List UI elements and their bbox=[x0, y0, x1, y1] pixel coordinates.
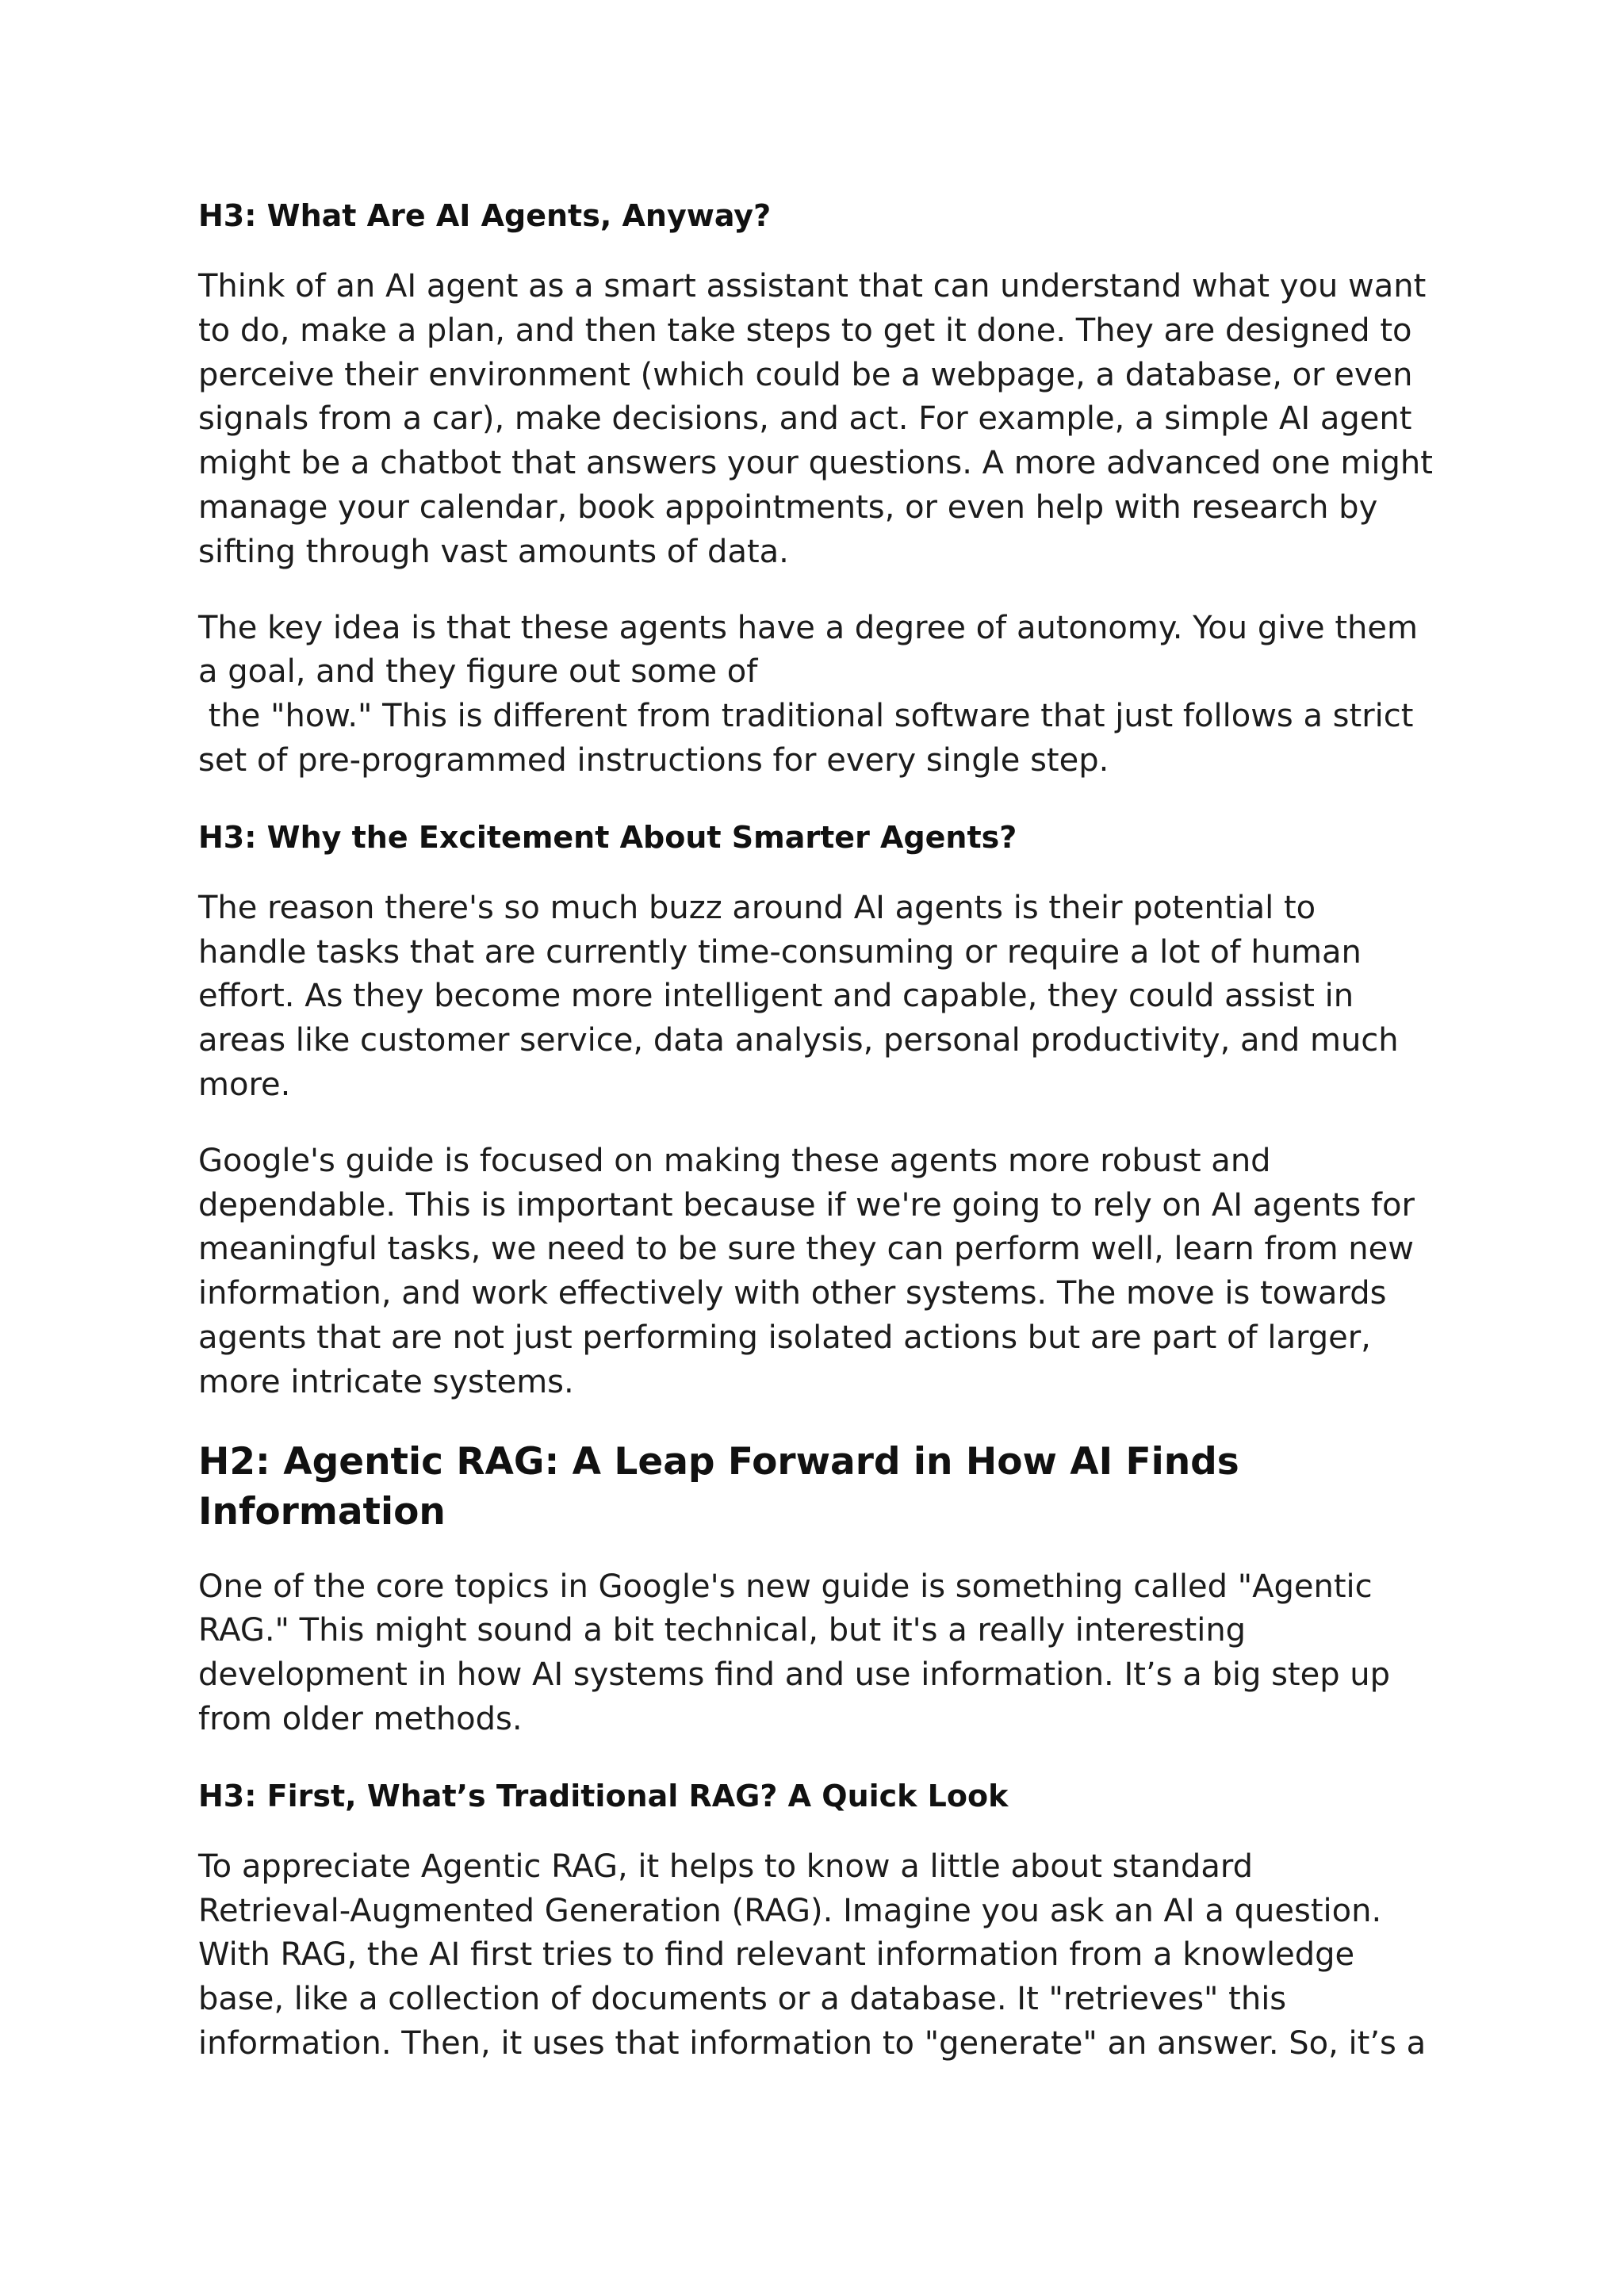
text-line: manage your calendar, book appointments, or even help with research by bbox=[198, 488, 1378, 526]
text-line: the "how." This is different from traditional software that just follows a strict bbox=[198, 698, 1414, 735]
text-line: from older methods. bbox=[198, 1700, 523, 1737]
text-line: The key idea is that these agents have a degree of autonomy. You give them bbox=[198, 609, 1418, 646]
text-line: One of the core topics in Google's new guide is something called "Agentic bbox=[198, 1568, 1373, 1605]
text-line: information. Then, it uses that information to "generate" an answer. So, it’s a bbox=[198, 2024, 1427, 2062]
heading-traditional-rag: H3: First, What’s Traditional RAG? A Quick Look bbox=[198, 1778, 1009, 1813]
text-line: a goal, and they figure out some of bbox=[198, 653, 758, 691]
text-line: Think of an AI agent as a smart assistant that can understand what you want bbox=[198, 268, 1427, 304]
heading-line: Information bbox=[198, 1489, 446, 1534]
text-line: perceive their environment (which could be a webpage, a database, or even bbox=[198, 356, 1413, 393]
paragraph-autonomy bbox=[198, 607, 1435, 783]
heading-line: H2: Agentic RAG: A Leap Forward in How AI Finds bbox=[198, 1439, 1239, 1484]
text-line: information, and work effectively with other systems. The move is towards bbox=[198, 1275, 1387, 1312]
text-line: areas like customer service, data analysis, personal productivity, and much bbox=[198, 1022, 1399, 1059]
text-line: meaningful tasks, we need to be sure they can perform well, learn from new bbox=[198, 1231, 1414, 1268]
text-line: The reason there's so much buzz around AI agents is their potential to bbox=[198, 889, 1316, 926]
paragraph-ai-agent-definition bbox=[198, 265, 1435, 575]
paragraph-traditional-rag bbox=[198, 1845, 1435, 2066]
text-line: agents that are not just performing isolated actions but are part of larger, bbox=[198, 1319, 1371, 1356]
text-line: development in how AI systems find and use information. It’s a big step up bbox=[198, 1656, 1391, 1694]
text-line: dependable. This is important because if we're going to rely on AI agents for bbox=[198, 1186, 1415, 1224]
text-line: effort. As they become more intelligent and capable, they could assist in bbox=[198, 978, 1354, 1015]
paragraph-buzz bbox=[198, 887, 1435, 1108]
paragraph-google-guide bbox=[198, 1139, 1435, 1405]
text-line: more. bbox=[198, 1066, 291, 1103]
text-line: To appreciate Agentic RAG, it helps to know a little about standard bbox=[198, 1848, 1254, 1885]
heading-why-excitement: H3: Why the Excitement About Smarter Agents? bbox=[198, 819, 1017, 855]
heading-agentic-rag bbox=[198, 1437, 1435, 1537]
text-line: signals from a car), make decisions, and act. For example, a simple AI agent bbox=[198, 400, 1412, 438]
text-line: might be a chatbot that answers your questions. A more advanced one might bbox=[198, 445, 1433, 482]
text-line: set of pre-programmed instructions for every single step. bbox=[198, 741, 1109, 779]
text-line: RAG." This might sound a bit technical, but it's a really interesting bbox=[198, 1612, 1247, 1649]
text-line: to do, make a plan, and then take steps to get it done. They are designed to bbox=[198, 312, 1412, 349]
paragraph-agentic-rag-intro bbox=[198, 1565, 1435, 1742]
heading-what-are-ai-agents: H3: What Are AI Agents, Anyway? bbox=[198, 198, 772, 233]
text-line: base, like a collection of documents or a database. It "retrieves" this bbox=[198, 1981, 1287, 2018]
document-page bbox=[198, 193, 1435, 2098]
text-line: more intricate systems. bbox=[198, 1363, 574, 1400]
text-line: With RAG, the AI first tries to find relevant information from a knowledge bbox=[198, 1936, 1355, 1974]
text-line: Google's guide is focused on making these agents more robust and bbox=[198, 1142, 1271, 1179]
text-line: Retrieval-Augmented Generation (RAG). Imagine you ask an AI a question. bbox=[198, 1892, 1382, 1929]
text-line: handle tasks that are currently time-consuming or require a lot of human bbox=[198, 933, 1362, 971]
text-line: sifting through vast amounts of data. bbox=[198, 533, 789, 570]
